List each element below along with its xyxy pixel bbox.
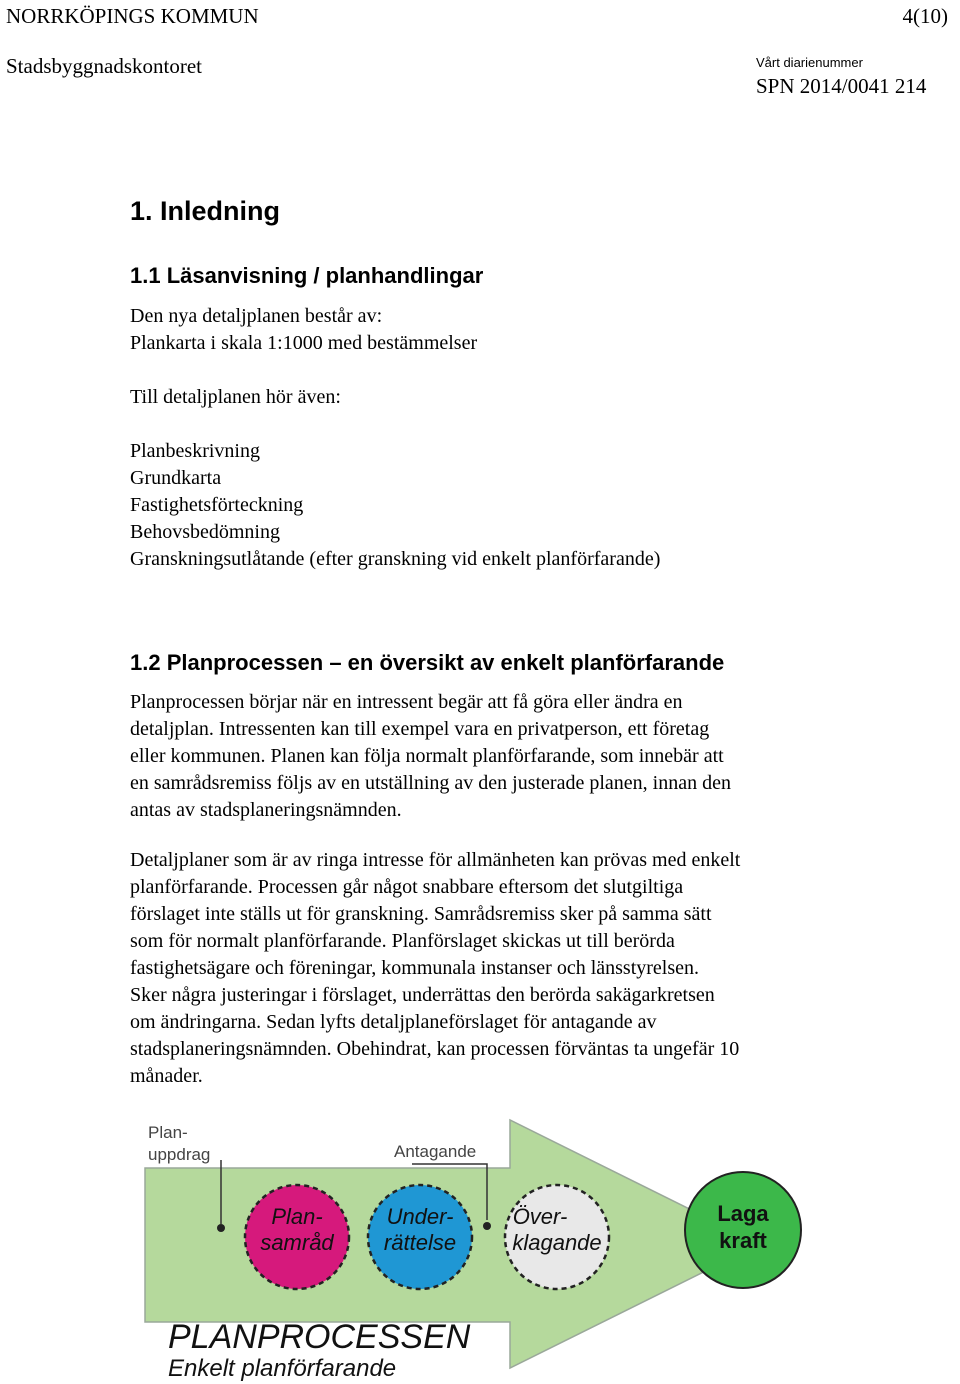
diagram-subtitle: Enkelt planförfarande (168, 1355, 397, 1382)
paragraph-line: antas av stadsplaneringsnämnden. (130, 799, 402, 821)
document-list-item: Behovsbedömning (130, 521, 280, 543)
step-label-line2: samråd (260, 1230, 334, 1255)
step-plansamrad (245, 1185, 349, 1289)
step-label-line1: Laga (717, 1201, 769, 1226)
page-number: 4(10) (902, 4, 948, 28)
paragraph-line: stadsplaneringsnämnden. Obehindrat, kan processen förväntas ta ungefär 10 (130, 1038, 740, 1060)
section-heading: 1. Inledning (130, 196, 281, 226)
step-label-line2: klagande (512, 1230, 602, 1255)
paragraph-line: en samrådsremiss följs av en utställning av den justerade planen, innan den (130, 772, 731, 794)
start-marker-dot (217, 1224, 225, 1232)
adoption-label: Antagande (394, 1142, 477, 1161)
intro-line: Den nya detaljplanen består av: (130, 305, 383, 327)
paragraph-line: eller kommunen. Planen kan följa normalt planförfarande, som innebär att (130, 745, 724, 767)
diary-number-label: Vårt diarienummer (756, 55, 863, 70)
paragraph-line: som för normalt planförfarande. Planförslaget skickas ut till berörda (130, 930, 675, 952)
paragraph-line: Planprocessen börjar när en intressent begär att få göra eller ändra en (130, 691, 683, 713)
process-diagram (0, 1100, 960, 1384)
paragraph-line: fastighetsägare och föreningar, kommunala instanser och länsstyrelsen. (130, 957, 700, 979)
paragraph-line: om ändringarna. Sedan lyfts detaljplaneförslaget för antagande av (130, 1011, 657, 1033)
document-list-item: Grundkarta (130, 467, 222, 489)
paragraph-line: förslaget inte ställs ut för granskning. Samrådsremiss sker på samma sätt (130, 903, 712, 925)
paragraph-line: Detaljplaner som är av ringa intresse för allmänheten kan prövas med enkelt (130, 849, 741, 871)
diary-number: SPN 2014/0041 214 (756, 74, 927, 98)
document-list-item: Granskningsutlåtande (efter granskning vid enkelt planförfarande) (130, 548, 661, 570)
step-label-line1: Under- (386, 1204, 454, 1229)
paragraph-line: Sker några justeringar i förslaget, underrättas den berörda sakägarkretsen (130, 984, 715, 1006)
step-label-line2: rättelse (383, 1230, 457, 1255)
start-label-line2: uppdrag (148, 1145, 211, 1164)
step-overklagande (505, 1185, 609, 1289)
step-label-line2: kraft (719, 1228, 767, 1253)
paragraph-line: detaljplan. Intressenten kan till exempel vara en privatperson, ett företag (130, 718, 710, 740)
subsection-heading-reading-guide: 1.1 Läsanvisning / planhandlingar (130, 263, 484, 288)
paragraph-line: månader. (130, 1065, 203, 1087)
step-underrattelse (368, 1185, 472, 1289)
also-heading: Till detaljplanen hör även: (130, 386, 341, 408)
document-list-item: Planbeskrivning (130, 440, 260, 462)
diagram-title: PLANPROCESSEN (168, 1318, 471, 1356)
organization-name: NORRKÖPINGS KOMMUN (6, 4, 259, 28)
department-name: Stadsbyggnadskontoret (6, 54, 202, 78)
step-label-line1: Plan- (271, 1204, 323, 1229)
document-list-item: Fastighetsförteckning (130, 494, 304, 516)
step-laga-kraft (685, 1172, 801, 1288)
adoption-marker-dot (483, 1222, 491, 1230)
step-label-line1: Över- (512, 1204, 568, 1229)
subsection-heading-process: 1.2 Planprocessen – en översikt av enkelt planförfarande (130, 650, 725, 675)
start-label-line1: Plan- (148, 1123, 188, 1142)
paragraph-line: planförfarande. Processen går något snabbare eftersom det slutgiltiga (130, 876, 684, 898)
intro-line: Plankarta i skala 1:1000 med bestämmelser (130, 332, 478, 354)
